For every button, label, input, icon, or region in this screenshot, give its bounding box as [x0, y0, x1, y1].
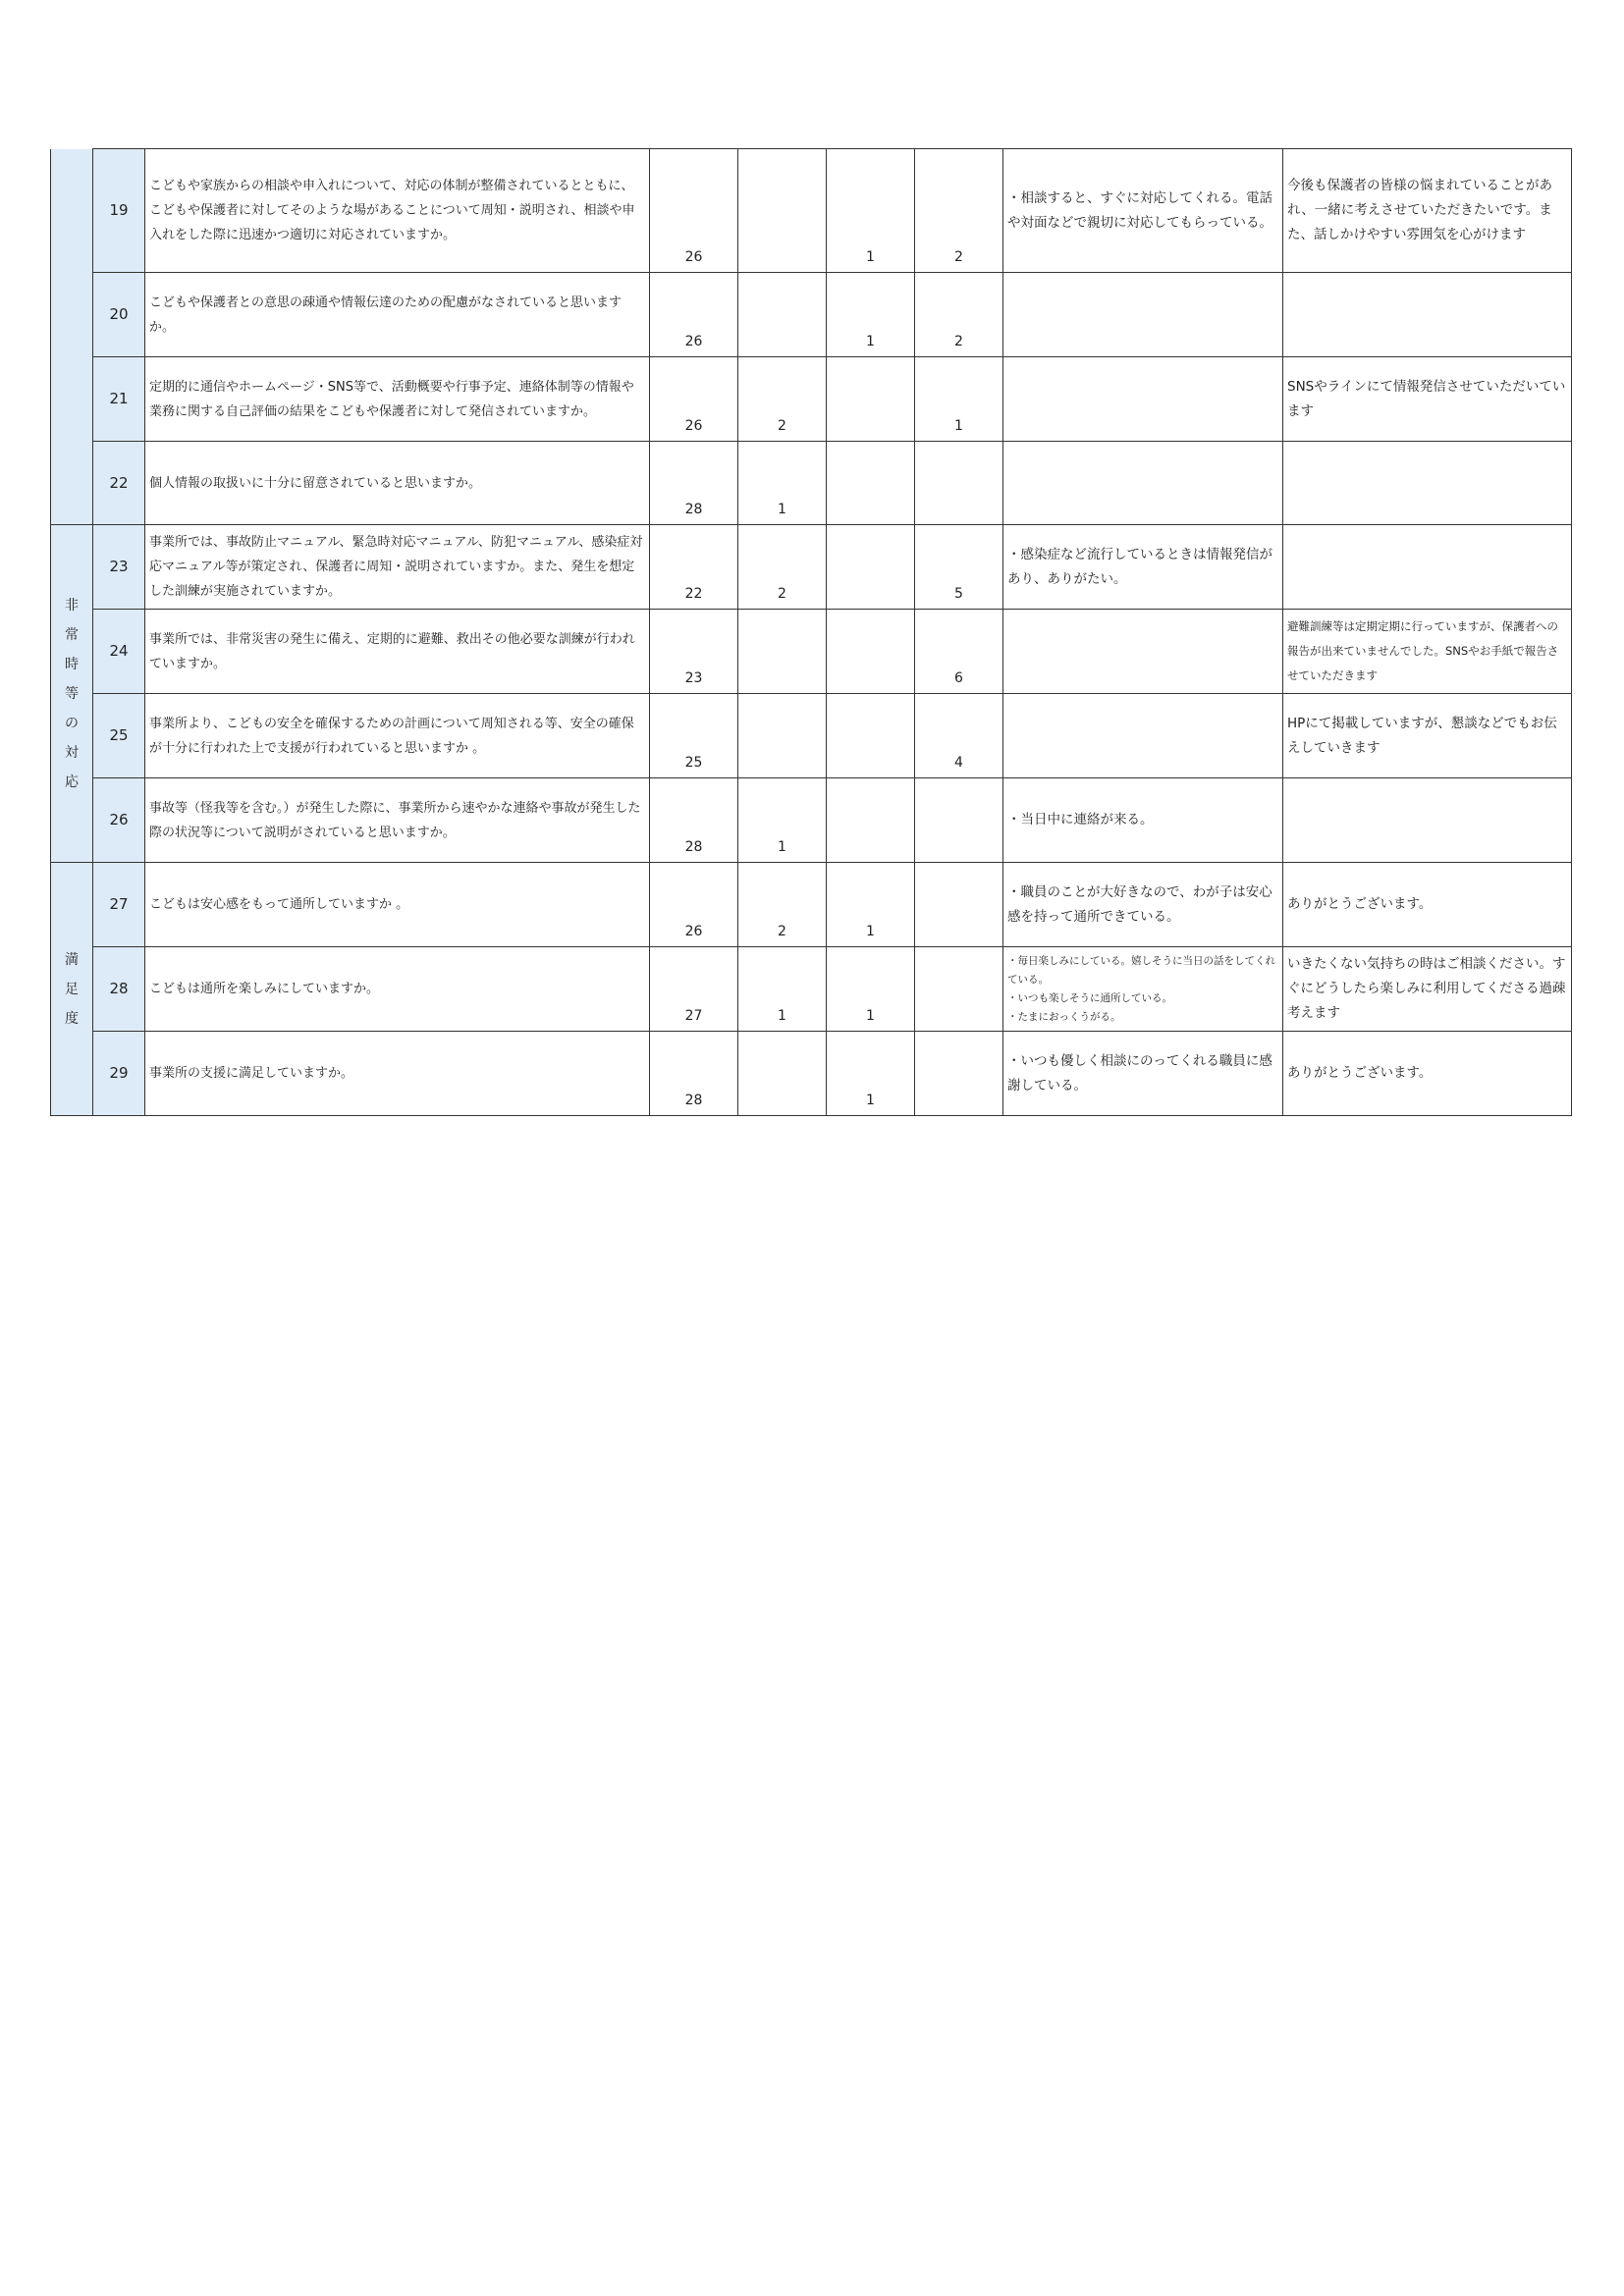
parent-comment: ・いつも優しく相談にのってくれる職員に感謝している。 [1003, 1032, 1283, 1116]
facility-response: 避難訓練等は定期定期に行っていますが、保護者への報告が出来ていませんでした。SNSやお手紙で報告させていただきます [1283, 610, 1572, 694]
answer-count: 1 [915, 357, 1003, 442]
evaluation-table [50, 148, 1572, 1116]
answer-count: 2 [915, 273, 1003, 357]
table-row [51, 863, 1572, 947]
question-number: 23 [93, 525, 145, 610]
parent-comment [1003, 442, 1283, 525]
question-text: こどもは安心感をもって通所していますか 。 [145, 863, 650, 947]
answer-count: 23 [650, 610, 738, 694]
answer-count: 1 [827, 273, 915, 357]
answer-count [738, 1032, 827, 1116]
answer-count [827, 357, 915, 442]
table-row [51, 357, 1572, 442]
answer-count: 5 [915, 525, 1003, 610]
table-row [51, 525, 1572, 610]
table-row [51, 442, 1572, 525]
answer-count [827, 610, 915, 694]
answer-count: 1 [738, 442, 827, 525]
answer-count: 1 [827, 1032, 915, 1116]
evaluation-table-body [51, 149, 1572, 1116]
answer-count [738, 610, 827, 694]
answer-count: 26 [650, 149, 738, 273]
question-number: 24 [93, 610, 145, 694]
answer-count: 1 [738, 778, 827, 863]
section-label: 非常時等の対応 [65, 597, 79, 790]
question-number: 29 [93, 1032, 145, 1116]
parent-comment [1003, 694, 1283, 778]
section-label-cell [51, 525, 93, 863]
parent-comment: ・職員のことが大好きなので、わが子は安心感を持って通所できている。 [1003, 863, 1283, 947]
answer-count: 4 [915, 694, 1003, 778]
answer-count: 6 [915, 610, 1003, 694]
question-text: こどもや保護者との意思の疎通や情報伝達のための配慮がなされていると思いますか。 [145, 273, 650, 357]
answer-count: 2 [738, 525, 827, 610]
answer-count: 2 [915, 149, 1003, 273]
answer-count: 27 [650, 947, 738, 1032]
question-text: 定期的に通信やホームページ・SNS等で、活動概要や行事予定、連絡体制等の情報や業務に関する自己評価の結果をこどもや保護者に対して発信されていますか。 [145, 357, 650, 442]
table-row [51, 694, 1572, 778]
answer-count: 2 [738, 863, 827, 947]
question-text: こどもや家族からの相談や申入れについて、対応の体制が整備されているとともに、こどもや保護者に対してそのような場があることについて周知・説明され、相談や申入れをした際に迅速かつ適切に対応されていますか。 [145, 149, 650, 273]
section-label-cell [51, 863, 93, 1116]
answer-count [915, 1032, 1003, 1116]
question-number: 21 [93, 357, 145, 442]
question-number: 22 [93, 442, 145, 525]
facility-response: ありがとうございます。 [1283, 1032, 1572, 1116]
facility-response: SNSやラインにて情報発信させていただいています [1283, 357, 1572, 442]
facility-response [1283, 778, 1572, 863]
answer-count: 1 [827, 149, 915, 273]
parent-comment [1003, 357, 1283, 442]
answer-count [827, 525, 915, 610]
parent-comment: ・毎日楽しみにしている。嬉しそうに当日の話をしてくれている。 ・いつも楽しそうに通所している。 ・たまにおっくうがる。 [1003, 947, 1283, 1032]
answer-count [827, 778, 915, 863]
answer-count [827, 442, 915, 525]
question-text: 事業所では、事故防止マニュアル、緊急時対応マニュアル、防犯マニュアル、感染症対応マニュアル等が策定され、保護者に周知・説明されていますか。また、発生を想定した訓練が実施されていますか。 [145, 525, 650, 610]
answer-count: 25 [650, 694, 738, 778]
table-row [51, 149, 1572, 273]
answer-count [915, 947, 1003, 1032]
answer-count [915, 778, 1003, 863]
question-text: 個人情報の取扱いに十分に留意されていると思いますか。 [145, 442, 650, 525]
question-text: 事業所の支援に満足していますか。 [145, 1032, 650, 1116]
question-text: 事故等（怪我等を含む。）が発生した際に、事業所から速やかな連絡や事故が発生した際の状況等について説明がされていると思いますか。 [145, 778, 650, 863]
parent-comment: ・当日中に連絡が来る。 [1003, 778, 1283, 863]
answer-count: 28 [650, 1032, 738, 1116]
table-row [51, 273, 1572, 357]
facility-response [1283, 525, 1572, 610]
facility-response [1283, 442, 1572, 525]
answer-count: 28 [650, 442, 738, 525]
parent-comment: ・相談すると、すぐに対応してくれる。電話や対面などで親切に対応してもらっている。 [1003, 149, 1283, 273]
question-text: 事業所より、こどもの安全を確保するための計画について周知される等、安全の確保が十分に行われた上で支援が行われていると思いますか 。 [145, 694, 650, 778]
answer-count: 26 [650, 273, 738, 357]
facility-response: いきたくない気持ちの時はご相談ください。すぐにどうしたら楽しみに利用してくださる過疎考えます [1283, 947, 1572, 1032]
answer-count: 1 [738, 947, 827, 1032]
answer-count: 28 [650, 778, 738, 863]
question-number: 27 [93, 863, 145, 947]
facility-response [1283, 273, 1572, 357]
answer-count: 1 [827, 947, 915, 1032]
parent-comment [1003, 610, 1283, 694]
answer-count [738, 694, 827, 778]
question-number: 19 [93, 149, 145, 273]
answer-count [915, 442, 1003, 525]
answer-count [915, 863, 1003, 947]
facility-response: ありがとうございます。 [1283, 863, 1572, 947]
answer-count: 2 [738, 357, 827, 442]
answer-count: 26 [650, 357, 738, 442]
table-row [51, 778, 1572, 863]
table-row [51, 947, 1572, 1032]
question-number: 28 [93, 947, 145, 1032]
question-number: 26 [93, 778, 145, 863]
question-number: 25 [93, 694, 145, 778]
section-label: 満足度 [65, 951, 79, 1027]
answer-count [738, 273, 827, 357]
answer-count [738, 149, 827, 273]
table-row [51, 1032, 1572, 1116]
parent-comment [1003, 273, 1283, 357]
facility-response: HPにて掲載していますが、懇談などでもお伝えしていきます [1283, 694, 1572, 778]
parent-comment: ・感染症など流行しているときは情報発信があり、ありがたい。 [1003, 525, 1283, 610]
answer-count [827, 694, 915, 778]
question-number: 20 [93, 273, 145, 357]
facility-response: 今後も保護者の皆様の悩まれていることがあれ、一緒に考えさせていただきたいです。また、話しかけやすい雰囲気を心がけます [1283, 149, 1572, 273]
question-text: 事業所では、非常災害の発生に備え、定期的に避難、救出その他必要な訓練が行われていますか。 [145, 610, 650, 694]
answer-count: 1 [827, 863, 915, 947]
answer-count: 22 [650, 525, 738, 610]
answer-count: 26 [650, 863, 738, 947]
table-row [51, 610, 1572, 694]
question-text: こどもは通所を楽しみにしていますか。 [145, 947, 650, 1032]
section-label-cell [51, 149, 93, 525]
